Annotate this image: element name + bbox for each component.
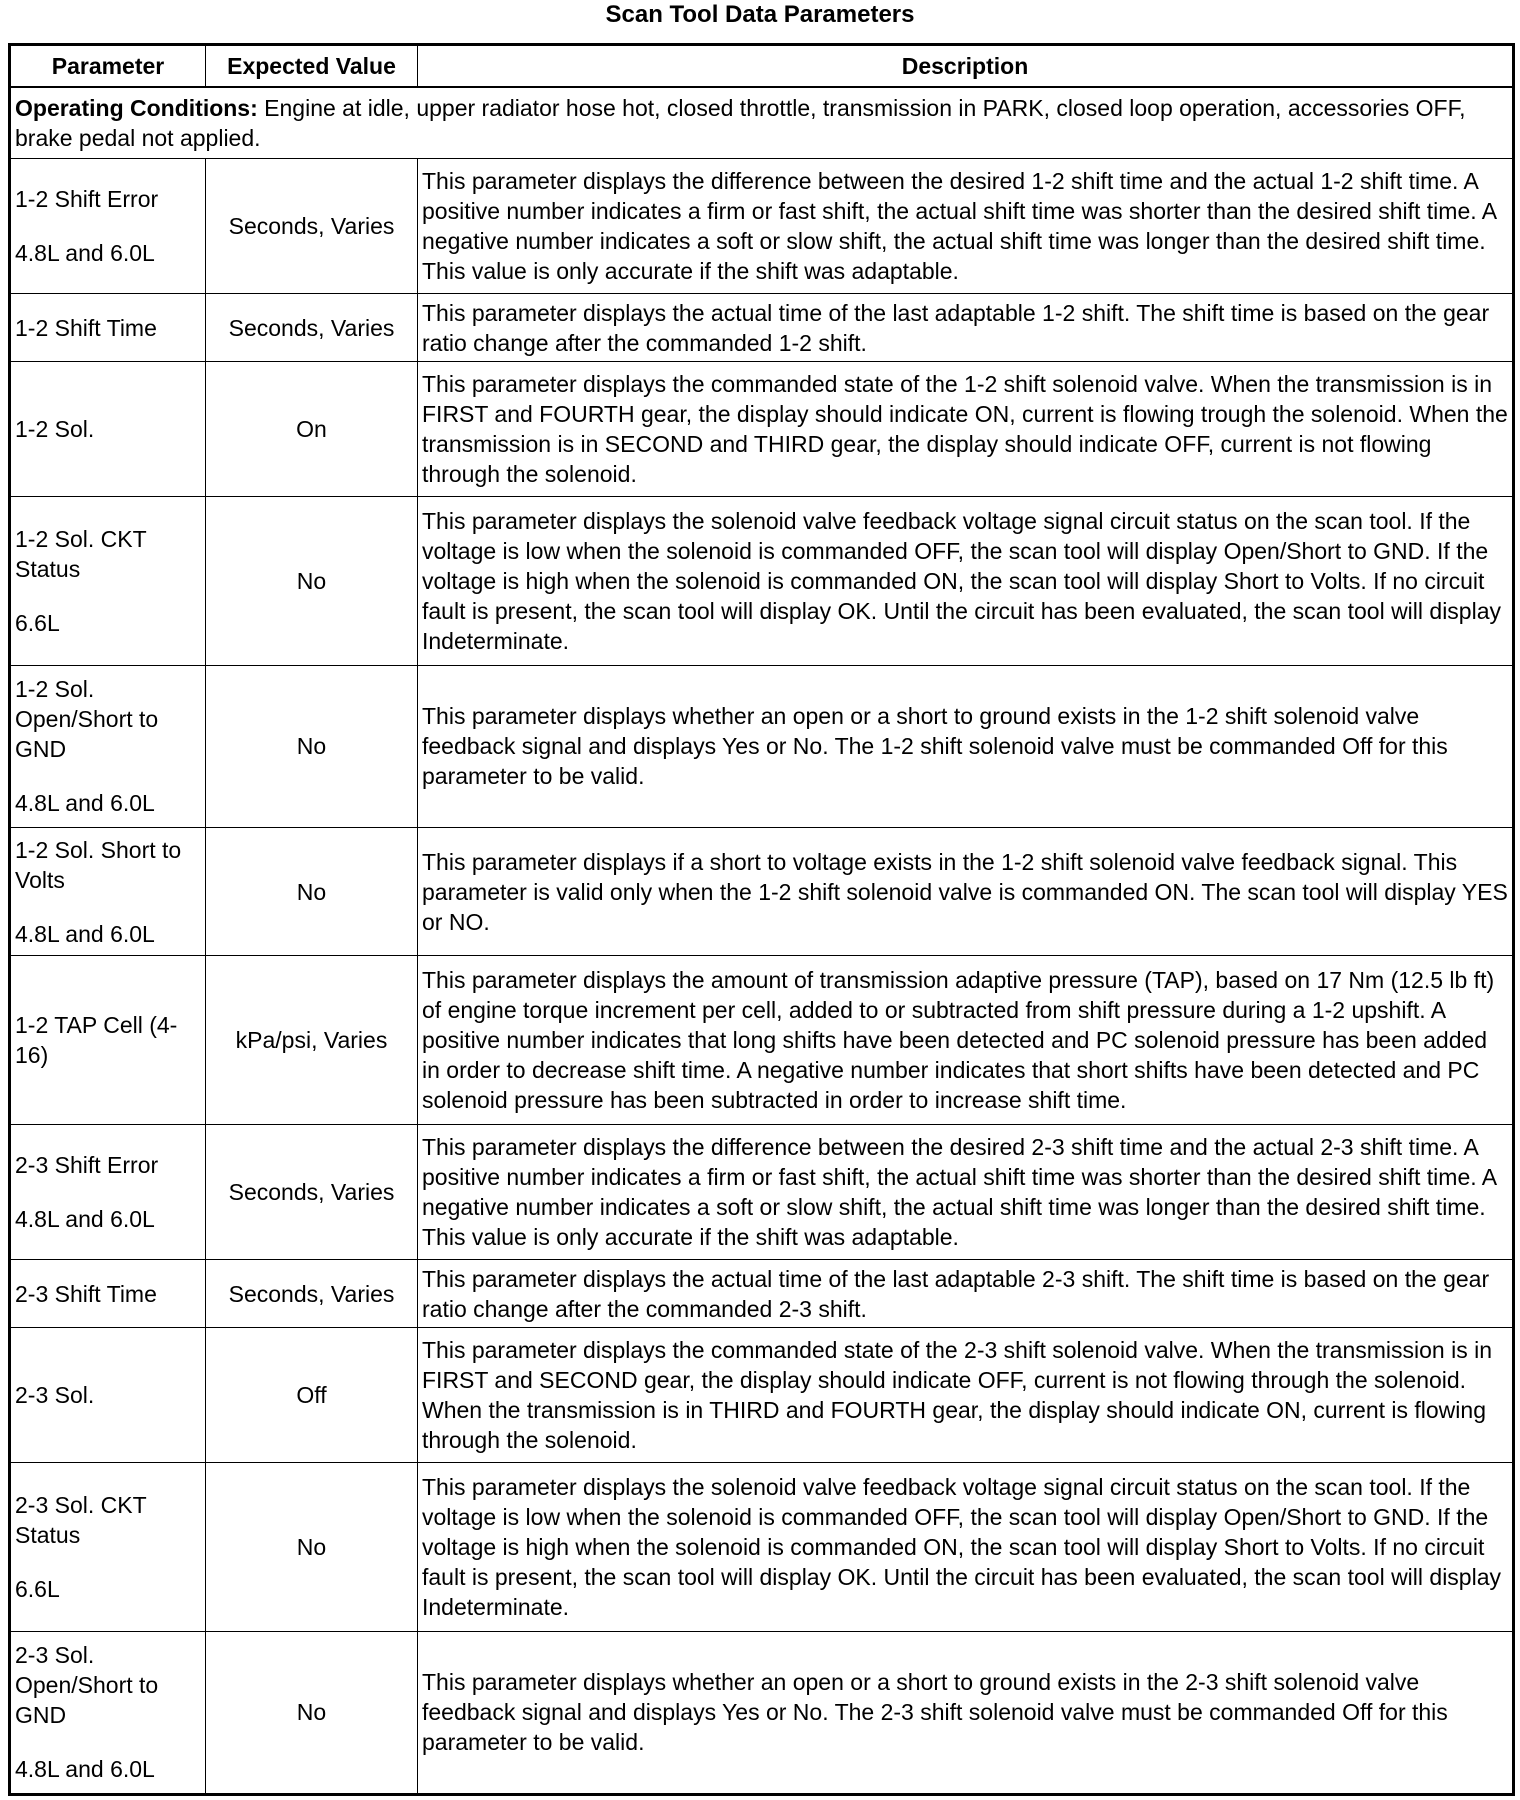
- expected-value-cell: Seconds, Varies: [206, 1124, 418, 1259]
- engine-applicability: 4.8L and 6.0L: [15, 790, 155, 817]
- table-row: [10, 665, 1514, 827]
- engine-applicability: 4.8L and 6.0L: [15, 1756, 155, 1783]
- operating-conditions-row: [10, 87, 1514, 159]
- engine-applicability: 4.8L and 6.0L: [15, 920, 155, 947]
- parameter-cell: [10, 1260, 206, 1328]
- parameter-name: 2-3 Sol. Open/Short to GND: [15, 1642, 159, 1729]
- parameter-cell: [10, 1328, 206, 1463]
- description-cell: This parameter displays the actual time of the last adaptable 1-2 shift. The shift time is based on the gear ratio change after the commanded 1-2 shift.: [418, 294, 1514, 362]
- expected-value-cell: Seconds, Varies: [206, 1260, 418, 1328]
- description-cell: This parameter displays the difference between the desired 2-3 shift time and the actual 2-3 shift time. A positive number indicates a firm or fast shift, the actual shift time was shorter than the desired shift time. A negative number indicates a soft or slow shift, the actual shift time was longer than the desired shift time. This value is only accurate if the shift was adaptable.: [418, 1124, 1514, 1259]
- parameter-name: 1-2 Shift Time: [15, 314, 157, 341]
- expected-value-cell: Seconds, Varies: [206, 159, 418, 294]
- description-cell: This parameter displays the amount of transmission adaptive pressure (TAP), based on 17 Nm (12.5 lb ft) of engine torque increment per cell, added to or subtracted from shift pressure during a 1-2 upshift. A positive number indicates that long shifts have been detected and PC solenoid pressure has been added in order to decrease shift time. A negative number indicates that short shifts have been detected and PC solenoid pressure has been subtracted in order to increase shift time.: [418, 956, 1514, 1125]
- expected-value-cell: No: [206, 1631, 418, 1794]
- operating-conditions-label: Operating Conditions:: [15, 95, 258, 121]
- operating-conditions-cell: [10, 87, 1514, 159]
- description-cell: This parameter displays whether an open or a short to ground exists in the 1-2 shift solenoid valve feedback signal and displays Yes or No. The 1-2 shift solenoid valve must be commanded Off for this parameter to be valid.: [418, 665, 1514, 827]
- table-row: [10, 827, 1514, 955]
- parameter-cell: [10, 362, 206, 497]
- parameter-name: 1-2 Sol. CKT Status: [15, 526, 147, 583]
- expected-value-cell: No: [206, 827, 418, 955]
- parameter-cell: [10, 294, 206, 362]
- table-header-row: [10, 45, 1514, 88]
- description-cell: This parameter displays the actual time of the last adaptable 2-3 shift. The shift time is based on the gear ratio change after the commanded 2-3 shift.: [418, 1260, 1514, 1328]
- description-cell: This parameter displays the difference between the desired 1-2 shift time and the actual 1-2 shift time. A positive number indicates a firm or fast shift, the actual shift time was shorter than the desired shift time. A negative number indicates a soft or slow shift, the actual shift time was longer than the desired shift time. This value is only accurate if the shift was adaptable.: [418, 159, 1514, 294]
- parameter-cell: [10, 665, 206, 827]
- table-row: [10, 362, 1514, 497]
- parameter-name: 1-2 Shift Error: [15, 186, 159, 213]
- parameter-name: 2-3 Shift Error: [15, 1151, 159, 1178]
- parameter-cell: [10, 159, 206, 294]
- parameter-column-header: Parameter: [10, 45, 206, 88]
- parameter-cell: [10, 956, 206, 1125]
- expected-value-cell: No: [206, 665, 418, 827]
- parameter-name: 1-2 Sol. Short to Volts: [15, 836, 182, 893]
- page-title: Scan Tool Data Parameters: [605, 1, 915, 28]
- parameter-name: 1-2 Sol.: [15, 416, 95, 443]
- description-cell: This parameter displays whether an open or a short to ground exists in the 2-3 shift solenoid valve feedback signal and displays Yes or No. The 2-3 shift solenoid valve must be commanded Off for this parameter to be valid.: [418, 1631, 1514, 1794]
- table-row: [10, 1124, 1514, 1259]
- parameter-name: 1-2 TAP Cell (4-16): [15, 1012, 178, 1069]
- operating-conditions-text: Engine at idle, upper radiator hose hot, closed throttle, transmission in PARK, closed loop operation, accessories OFF, brake pedal not applied.: [15, 95, 1466, 151]
- expected-value-cell: Off: [206, 1328, 418, 1463]
- table-row: [10, 294, 1514, 362]
- table-row: [10, 1328, 1514, 1463]
- engine-applicability: 4.8L and 6.0L: [15, 1205, 155, 1232]
- description-cell: This parameter displays the commanded state of the 1-2 shift solenoid valve. When the transmission is in FIRST and FOURTH gear, the display should indicate ON, current is flowing trough the solenoid. When the transmission is in SECOND and THIRD gear, the display should indicate OFF, current is not flowing through the solenoid.: [418, 362, 1514, 497]
- parameter-cell: [10, 827, 206, 955]
- table-row: [10, 159, 1514, 294]
- description-cell: This parameter displays the commanded state of the 2-3 shift solenoid valve. When the transmission is in FIRST and SECOND gear, the display should indicate OFF, current is not flowing through the solenoid. When the transmission is in THIRD and FOURTH gear, the display should indicate ON, current is flowing through the solenoid.: [418, 1328, 1514, 1463]
- parameter-cell: [10, 1631, 206, 1794]
- parameter-name: 2-3 Sol.: [15, 1382, 95, 1409]
- expected-value-cell: No: [206, 1463, 418, 1632]
- expected-value-cell: kPa/psi, Varies: [206, 956, 418, 1125]
- parameter-cell: [10, 1463, 206, 1632]
- description-cell: This parameter displays if a short to voltage exists in the 1-2 shift solenoid valve feedback signal. This parameter is valid only when the 1-2 shift solenoid valve is commanded ON. The scan tool will display YES or NO.: [418, 827, 1514, 955]
- description-cell: This parameter displays the solenoid valve feedback voltage signal circuit status on the scan tool. If the voltage is low when the solenoid is commanded OFF, the scan tool will display Open/Short to GND. If the voltage is high when the solenoid is commanded ON, the scan tool will display Short to Volts. If no circuit fault is present, the scan tool will display OK. Until the circuit has been evaluated, the scan tool will display Indeterminate.: [418, 1463, 1514, 1632]
- expected-value-cell: On: [206, 362, 418, 497]
- parameter-name: 1-2 Sol. Open/Short to GND: [15, 676, 159, 763]
- engine-applicability: 6.6L: [15, 610, 60, 637]
- table-row: [10, 956, 1514, 1125]
- engine-applicability: 4.8L and 6.0L: [15, 240, 155, 267]
- scan-tool-data-table: [8, 43, 1515, 1796]
- description-column-header: Description: [418, 45, 1514, 88]
- table-body: [10, 87, 1514, 1795]
- parameter-name: 2-3 Shift Time: [15, 1280, 157, 1307]
- expected-value-cell: No: [206, 497, 418, 666]
- parameter-name: 2-3 Sol. CKT Status: [15, 1492, 147, 1549]
- engine-applicability: 6.6L: [15, 1576, 60, 1603]
- description-cell: This parameter displays the solenoid valve feedback voltage signal circuit status on the scan tool. If the voltage is low when the solenoid is commanded OFF, the scan tool will display Open/Short to GND. If the voltage is high when the solenoid is commanded ON, the scan tool will display Short to Volts. If no circuit fault is present, the scan tool will display OK. Until the circuit has been evaluated, the scan tool will display Indeterminate.: [418, 497, 1514, 666]
- parameter-cell: [10, 497, 206, 666]
- table-row: [10, 1463, 1514, 1632]
- parameter-cell: [10, 1124, 206, 1259]
- table-row: [10, 1260, 1514, 1328]
- expected-value-cell: Seconds, Varies: [206, 294, 418, 362]
- table-row: [10, 497, 1514, 666]
- expected-value-column-header: Expected Value: [206, 45, 418, 88]
- table-row: [10, 1631, 1514, 1794]
